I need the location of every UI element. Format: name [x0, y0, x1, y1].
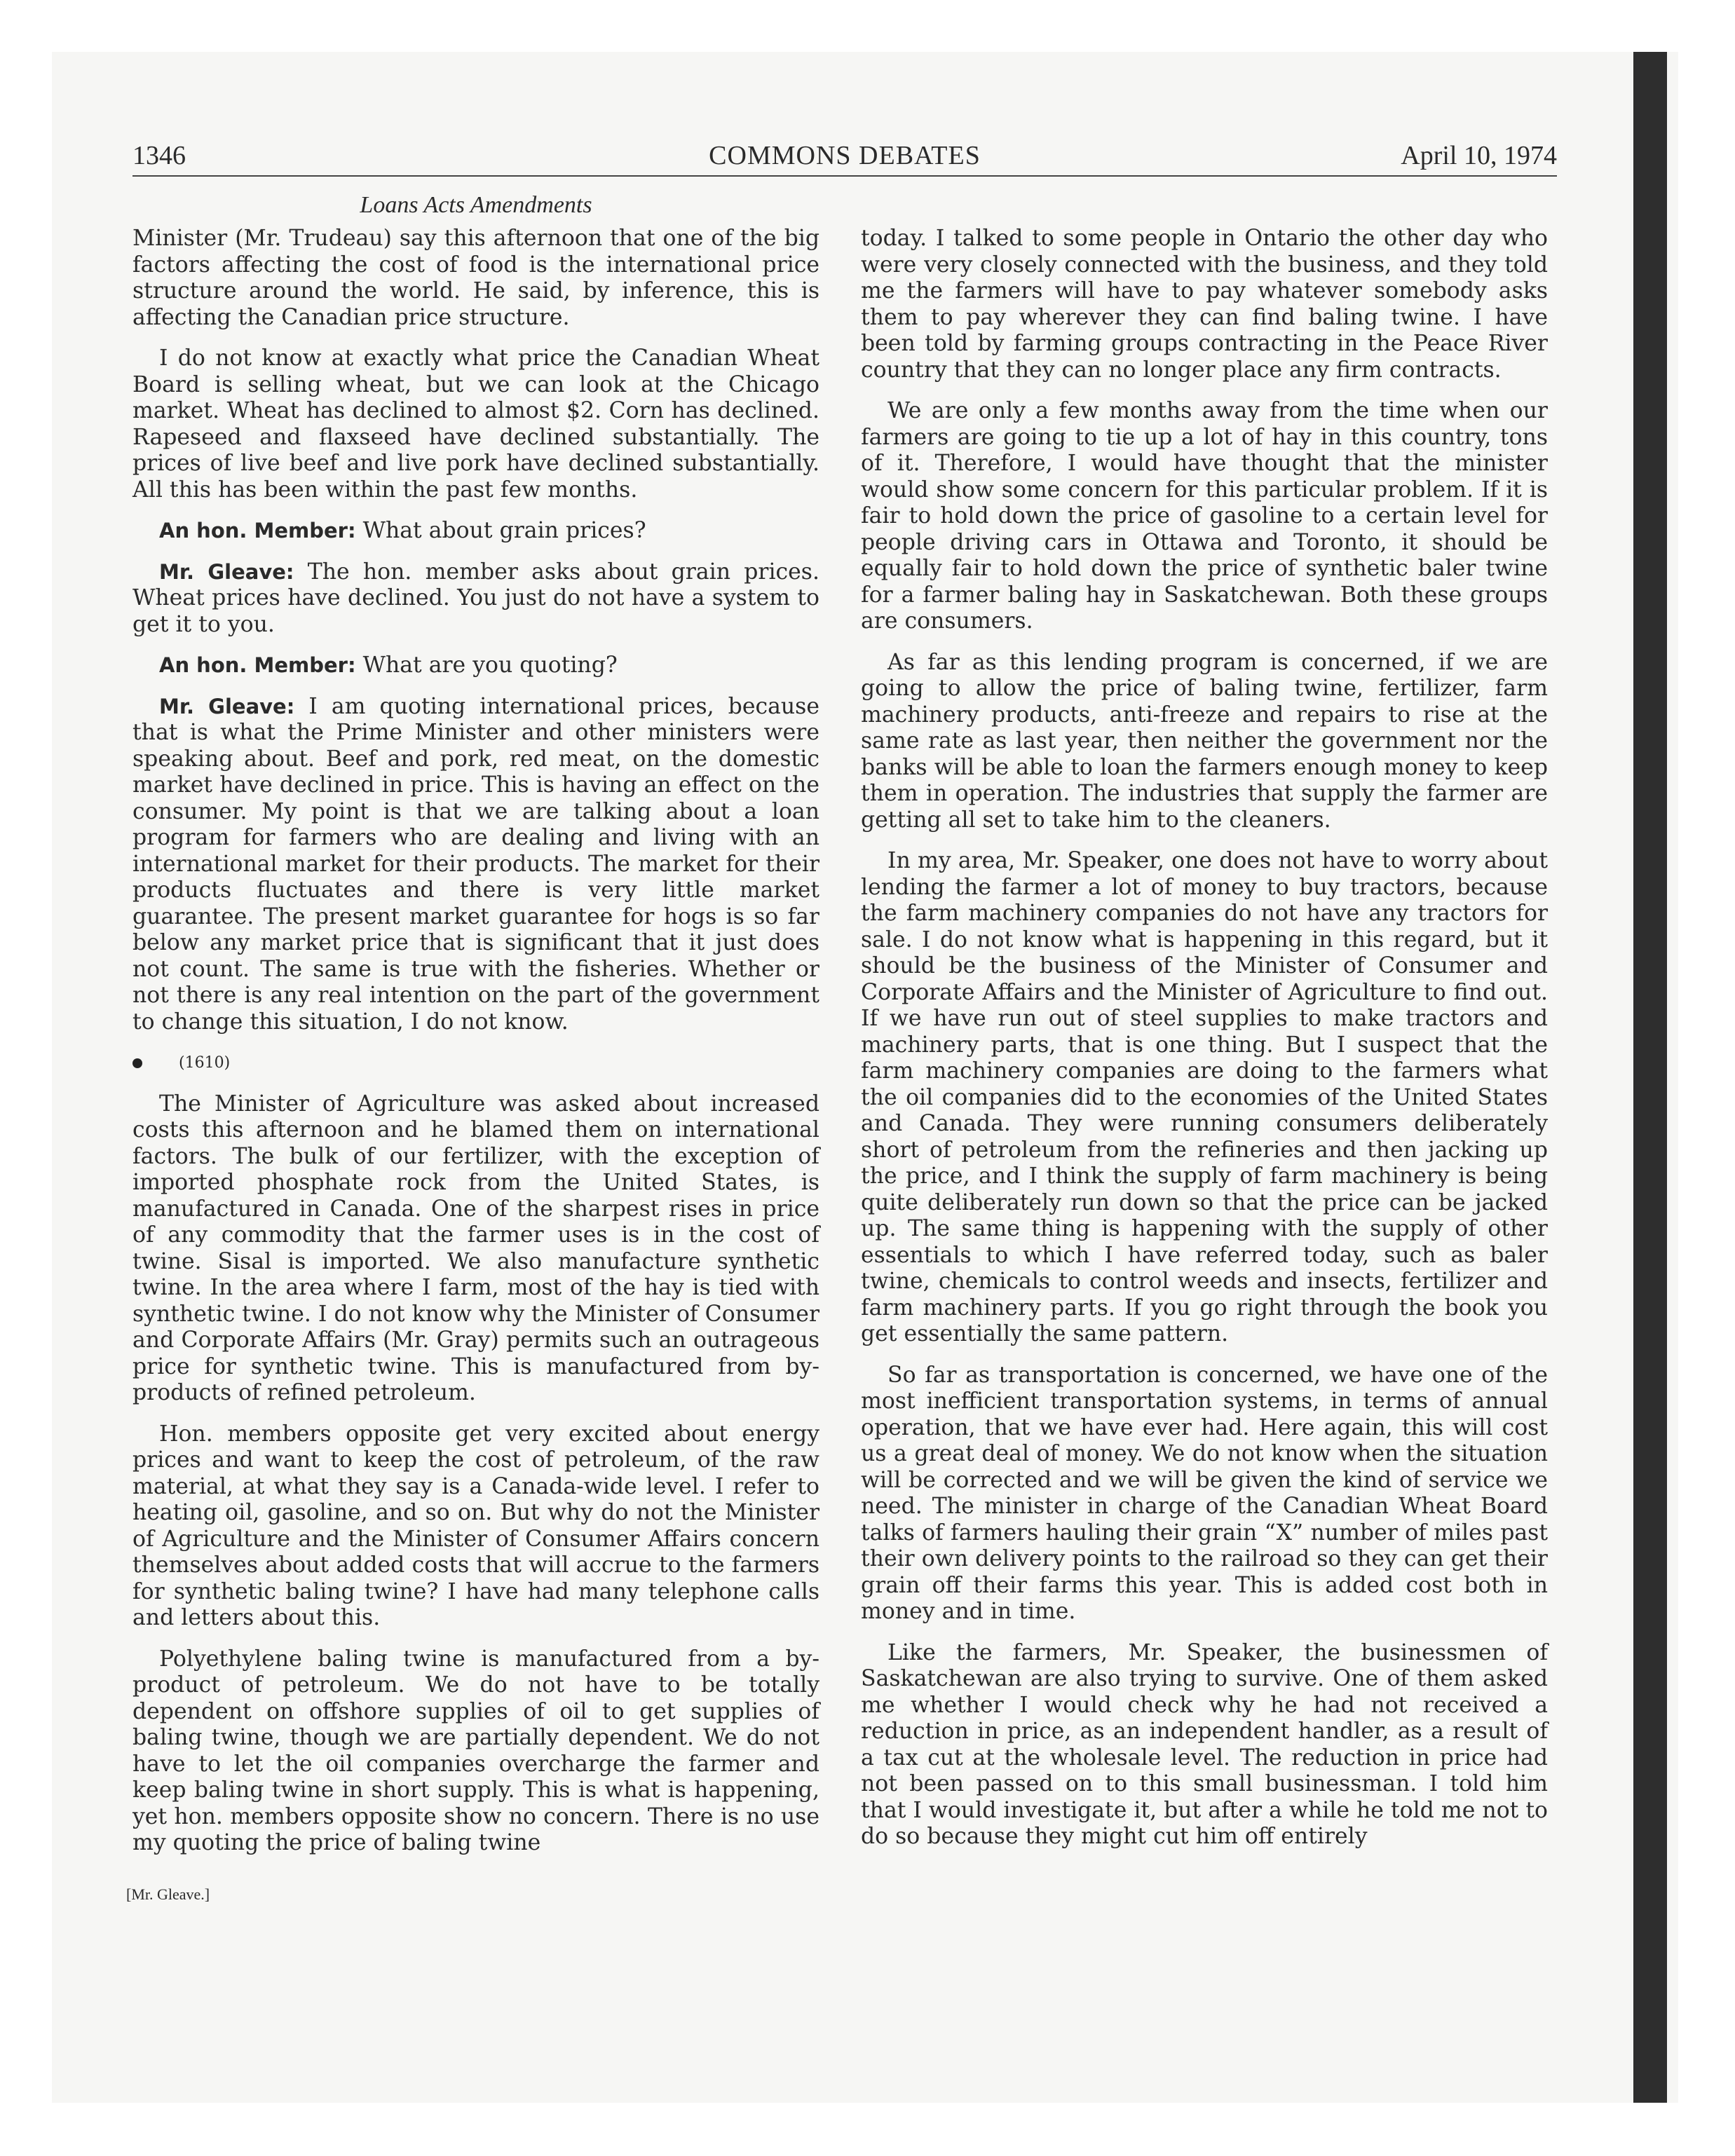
paragraph: Polyethylene baling twine is manufactured from a by-product of petroleum. We do not have to be totally dependent on offshore supplies of oil to get supplies of baling twine, though we are partially dependent. We do not have to let the oil companies overcharge the farmer and keep baling twine in short supply. This is what is happening, yet hon. members opposite show no concern. There is no use my quoting the price of baling twine	[132, 1646, 819, 1855]
speech-paragraph	[132, 694, 819, 1036]
speaker-attribution: [Mr. Gleave.]	[126, 1885, 210, 1903]
paragraph: today. I talked to some people in Ontario the other day who were very closely connected with the business, and they told me the farmers will have to pay whatever somebody asks them to pay wherever they can find baling twine. I have been told by farming groups contracting in the Peace River country that they can no longer place any firm contracts.	[861, 226, 1548, 383]
section-title: Loans Acts Amendments	[360, 192, 592, 218]
header-date: April 10, 1974	[1401, 141, 1557, 170]
speech-paragraph	[132, 559, 819, 639]
paragraph: We are only a few months away from the time when our farmers are going to tie up a lot of hay in this country, tons of it. Therefore, I would have thought that the minister would show some concern for this particular problem. If it is fair to hold down the price of gasoline to a certain level for people driving cars in Ottawa and Toronto, it should be equally fair to hold down the price of synthetic baler twine for a farmer baling hay in Saskatchewan. Both these groups are consumers.	[861, 398, 1548, 634]
speech-text: The hon. member asks about grain prices. Wheat prices have declined. You just do not have a system to get it to you.	[132, 559, 819, 637]
paragraph: I do not know at exactly what price the Canadian Wheat Board is selling wheat, but we can look at the Chicago market. Wheat has declined to almost $2. Corn has declined. Rapeseed and flaxseed have declined substantially. The prices of live beef and live pork have declined substantially. All this has been within the past few months.	[132, 346, 819, 503]
timestamp-text: (1610)	[179, 1054, 231, 1072]
timestamp-marker	[132, 1050, 819, 1077]
page-number: 1346	[132, 141, 186, 170]
binding-edge	[1633, 52, 1667, 2103]
speech-paragraph	[132, 653, 819, 679]
speech-paragraph	[132, 518, 819, 545]
paragraph: Like the farmers, Mr. Speaker, the businessmen of Saskatchewan are also trying to survive. One of them asked me whether I would check why he had not received a reduction in price, as an independent handler, as a result of a tax cut at the wholesale level. The reduction in price had not been passed on to this small businessman. I told him that I would investigate it, but after a while he told me not to do so because they might cut him off entirely	[861, 1639, 1548, 1849]
running-title: COMMONS DEBATES	[709, 141, 981, 170]
paragraph: The Minister of Agriculture was asked about increased costs this afternoon and he blamed them on international factors. The bulk of our fertilizer, with the exception of imported phosphate rock from the United States, is manufactured in Canada. One of the sharpest rises in price of any commodity that the farmer uses is in the cost of twine. Sisal is imported. We also manufacture synthetic twine. In the area where I farm, most of the hay is tied with synthetic twine. I do not know why the Minister of Consumer and Corporate Affairs (Mr. Gray) permits such an outrageous price for synthetic twine. This is manufactured from by-products of refined petroleum.	[132, 1091, 819, 1405]
paragraph: So far as transportation is concerned, we have one of the most inefficient transportation systems, in terms of annual operation, that we have ever had. Here again, this will cost us a great deal of money. We do not know when the situation will be corrected and we will be given the kind of service we need. The minister in charge of the Canadian Wheat Board talks of farmers hauling their grain “X” number of miles past their own delivery points to the railroad so they can get their grain off their farms this year. This is added cost both in money and in time.	[861, 1362, 1548, 1624]
speaker-name: Mr. Gleave:	[159, 694, 295, 718]
bullet-icon	[132, 1058, 142, 1068]
speaker-name: An hon. Member:	[159, 653, 356, 677]
speech-text: What about grain prices?	[355, 518, 646, 543]
speech-text: What are you quoting?	[355, 653, 618, 678]
paragraph: As far as this lending program is concerned, if we are going to allow the price of baling twine, fertilizer, farm machinery products, anti-freeze and repairs to rise at the same rate as last year, then neither the government nor the banks will be able to loan the farmers enough money to keep them in operation. The industries that supply the farmer are getting all set to take him to the cleaners.	[861, 649, 1548, 833]
page-header	[132, 140, 1557, 177]
paragraph: Hon. members opposite get very excited about energy prices and want to keep the cost of petroleum, of the raw material, at what they say is a Canada-wide level. I refer to heating oil, gasoline, and so on. But why do not the Minister of Agriculture and the Minister of Consumer Affairs concern themselves about added costs that will accrue to the farmers for synthetic baling twine? I have had many telephone calls and letters about this.	[132, 1421, 819, 1630]
speaker-name: Mr. Gleave:	[159, 559, 294, 584]
paragraph: In my area, Mr. Speaker, one does not have to worry about lending the farmer a lot of money to buy tractors, because the farm machinery companies do not have any tractors for sale. I do not know what is happening in this regard, but it should be the business of the Minister of Consumer and Corporate Affairs and the Minister of Agriculture to find out. If we have run out of steel supplies to make tractors and machinery parts, that is one thing. But I suspect that the farm machinery companies are doing to the farmers what the oil companies did to the economies of the United States and Canada. They were running consumers deliberately short of petroleum from the refineries and then jacking up the price, and I think the supply of farm machinery is being quite deliberately run down so that the price can be jacked up. The same thing is happening with the supply of other essentials to which I have referred today, such as baler twine, chemicals to control weeds and insects, fertilizer and farm machinery parts. If you go right through the book you get essentially the same pattern.	[861, 848, 1548, 1346]
right-column	[861, 226, 1548, 1865]
speaker-name: An hon. Member:	[159, 519, 356, 543]
speech-text: I am quoting international prices, because that is what the Prime Minister and other ministers were speaking about. Beef and pork, red meat, on the domestic market have declined in price. This is having an effect on the consumer. My point is that we are talking about a loan program for farmers who are dealing and living with an international market for their products. The market for their products fluctuates and there is very little market guarantee. The present market guarantee for hogs is so far below any market price that is significant that it just does not count. The same is true with the fisheries. Whether or not there is any real intention on the part of the government to change this situation, I do not know.	[132, 693, 819, 1035]
left-column	[132, 226, 819, 1871]
paragraph: Minister (Mr. Trudeau) say this afternoon that one of the big factors affecting the cost of food is the international price structure around the world. He said, by inference, this is affecting the Canadian price structure.	[132, 226, 819, 330]
